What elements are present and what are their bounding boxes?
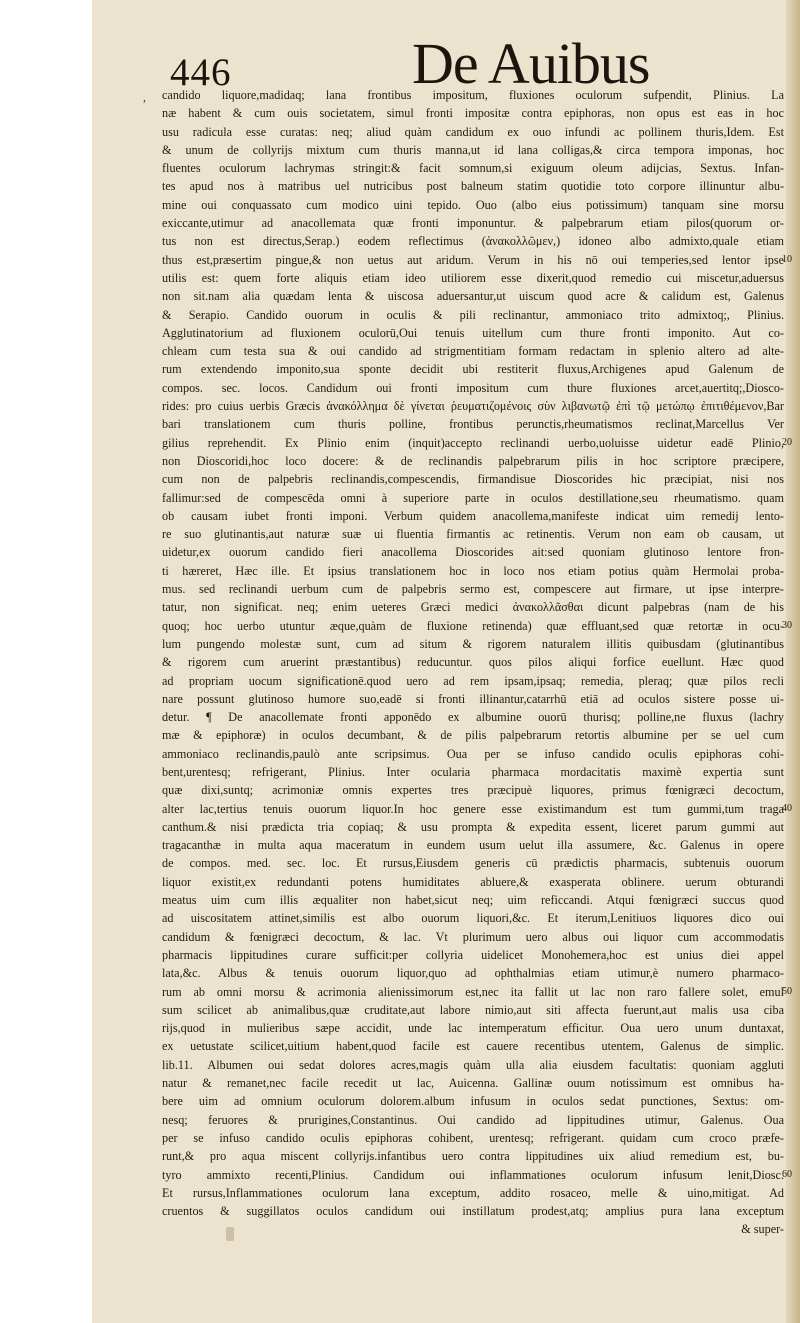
text-line: pharmacis lippitudines curare sufficit:per collyria uidelicet Monohemera,hoc est unius diei appel: [162, 947, 784, 962]
text-line: tatur, non significat. neq; enim ueteres Græci medici ἀνακολλᾶσθαι dicunt palpebras (nam de his: [162, 600, 784, 615]
text-line: bere uim ad omnium oculorum dolorem.album infusum in oculos sedat punctiones, Sextus: om-: [162, 1094, 784, 1109]
text-line: mæ & epiphoræ) in oculos decumbant, & de pilis palpebrarum retortis albumine per se uel cum: [162, 728, 784, 743]
text-line: cum non de palpebris reclinandis,compescendis, firmandisue Dioscorides hic præcipiat, nisi nos: [162, 472, 784, 487]
margin-line-number: 10: [782, 253, 792, 265]
text-line: tyro ammixto recenti,Plinius. Candidum oui inflammationes oculorum infusum lenit,Diosc.: [162, 1167, 784, 1182]
text-line: meatus uim cum illis æqualiter non habet,sicut neq; uim reficcandi. Atqui fœnigræci succus quod: [162, 893, 784, 908]
text-line: quæ dixi,suntq; acrimoniæ omnis expertes tres præcipuè liquores, primus fœnigræci decoctum,: [162, 783, 784, 798]
text-line: natur & remanet,nec facile recedit ut lac, Auicenna. Gallinæ ouum notissimum est omnibus ha-: [162, 1076, 784, 1091]
ink-blot: [226, 1227, 234, 1241]
text-line: mine oui conquassato cum modico uini tepido. Ouo (albo eius potissimum) tanquam sine morsu: [162, 197, 784, 212]
text-line: Agglutinatorium ad fluxionem oculorū,Oui tenuis uitellum cum thure fronti imponito. Aut co-: [162, 325, 784, 340]
text-line: rides: pro cuius uerbis Græcis ἀνακόλλημα δὲ γίνεται ῥευματιζομένοις σὺν λιβανωτῷ ἐπὶ τῷ μετώπῳ ἐπιτιθέμενον,Bar: [162, 399, 784, 414]
text-line: gilius reprehendit. Ex Plinio enim (inquit)accepto reclinandi uerbo,uoluisse uidetur eadē Plinio,: [162, 435, 784, 450]
margin-line-number: 20: [782, 436, 792, 448]
text-line: rum extendendo imponito,sua sponte decidit ubi restiterit fluxus,Archigenes apud Galenum de: [162, 362, 784, 377]
text-line: tes apud nos à matribus uel nutricibus post balneum statim quotidie toto corpore illinuntur albu-: [162, 179, 784, 194]
text-line: ex uetustate scilicet,uitium habent,quod facile est cauere recentibus utentem, Galenus de simplic.: [162, 1039, 784, 1054]
text-line: & unum de collyrijs mixtum cum thuris manna,ut id lana colligas,& circa tempora imponas, hoc: [162, 142, 784, 157]
text-line: re suo glutinantis,aut naturæ suæ ui fluentia firmantis ac retinentis. Verum non eam ob causam, ut: [162, 527, 784, 542]
text-line: lum pungendo molestæ sunt, cum ad situm & rigorem naturalem illitis quibusdam (glutinantibus: [162, 636, 784, 651]
text-line: rijs,quod in mulieribus sæpe accidit, unde lac intemperatum efficitur. Oua uero unum duntaxat,: [162, 1021, 784, 1036]
margin-line-number: 40: [782, 802, 792, 814]
page-number: 446: [170, 51, 232, 94]
text-line: lata,&c. Albus & tenuis ouorum liquor,quo ad ophthalmias etiam utimur,è numero pharmaco-: [162, 966, 784, 981]
text-line: chleam cum testa sua & oui candido ad strigmentitiam formam redactam in splenio altero ad alte-: [162, 344, 784, 359]
text-line: tus non est directus,Serap.) eodem reflectimus (ἀνακολλῶμεν,) idoneo albo admixto,quale etiam: [162, 234, 784, 249]
text-line: cruentos & suggillatos oculos candidum oui instillatum prodest,atq; amplius pura lana exceptum: [162, 1204, 784, 1219]
text-line: per se infuso candido oculis epiphoras cohibent, urentesq; refrigerant. quidam cum croco præfe-: [162, 1130, 784, 1145]
text-line: de compos. med. sec. loc. Et rursus,Eiusdem generis cū prædictis pharmacis, subtenuis ouorum: [162, 856, 784, 871]
margin-line-number: 60: [782, 1168, 792, 1180]
text-line: nare possunt glutinoso humore suo,eadē si fronti illinantur,catarrhū etiā ad oculos sistere posse ui-: [162, 691, 784, 706]
text-line: ad uiscositatem attinet,similis est albo ouorum liquori,&c. Et iterum,Lenitiuos liquores dico oui: [162, 911, 784, 926]
text-line: detur. ¶ De anacollemate fronti apponēdo ex albumine ouorū thurisq; polline,ne fluxus (lachry: [162, 710, 784, 725]
text-line: ammoniaco reclinandis,paulò ante scripsimus. Oua per se infuso candido oculis epiphoras cohi-: [162, 746, 784, 761]
text-line: canthum.& nisi prædicta tria copiaq; & usu prompta & expedita essent, liceret parum gummi aut: [162, 819, 784, 834]
text-line: exiccante,utimur ad anacollemata quæ fronti imponuntur. & palpebrarum etiam pilos(quorum or-: [162, 216, 784, 231]
text-line: uidetur,ex ouorum candido fieri anacollema Dioscorides ait:sed quoniam glutinoso lentore fron-: [162, 545, 784, 560]
text-line: bent,urentesq; refrigerant, Plinius. Inter ocularia pharmaca mordacitatis maximè expertia sunt: [162, 764, 784, 779]
text-line: fluentes oculorum lachrymas stringit:& facit somnum,si exiguum oleum adijcias, Sextus. Infan-: [162, 161, 784, 176]
body-text: [162, 86, 784, 1239]
margin-line-number: 30: [782, 619, 792, 631]
text-line: lib.11. Albumen oui sedat dolores acres,magis quàm ulla alia eiusdem facultatis: quoniam aggluti: [162, 1057, 784, 1072]
running-title: De Auibus: [412, 31, 650, 96]
text-line: candido liquore,madidaq; lana frontibus impositum, fluxiones oculorum sufpendit, Plinius. La: [162, 88, 784, 102]
text-line: fallimur:sed de compescēda omni à superiore parte in oculos destillatione,seu rheumatismo. quam: [162, 490, 784, 505]
text-line: non Dioscoridi,hoc loco docere: & de reclinandis palpebrarum pilis in hoc scriptore præcipere,: [162, 453, 784, 468]
text-line: nesq; feruores & prurigines,Constantinus. Oui candido ad lippitudines utimur, Galenus. Oua: [162, 1112, 784, 1127]
text-line: bari translationem cum thuris polline, frontibus perunctis,rheumatismos reclinat,Marcellus Ver: [162, 417, 784, 432]
text-line: compos. sec. locos. Candidum oui fronti impositum cum thure fluxiones arcet,auertitq;,Diosco-: [162, 380, 784, 395]
text-line: Et rursus,Inflammationes oculorum lana exceptum, addito rosaceo, melle & uino,mitigat. Ad: [162, 1185, 784, 1200]
margin-line-number: 50: [782, 985, 792, 997]
text-line: alter lac,tertius tenuis ouorum liquor.In hoc genere esse existimandum est tum gummi,tum traga: [162, 801, 784, 816]
text-line: non sit.nam alia quædam lenta & uiscosa aduersantur,ut uiscum quod acre & calidum est, Galenus: [162, 289, 784, 304]
text-line: candidum & fœnigræci decoctum, & lac. Vt plurimum uero albus oui liquor cum accommodatis: [162, 929, 784, 944]
text-line: & rigorem cum aruerint præstantibus) reducuntur. quos pilos aliqui forfice euellunt. Hæc quod: [162, 655, 784, 670]
text-line: ob causam iubet fronti imponi. Verbum quidem anacollema,manifeste indicat uim remedij lento-: [162, 508, 784, 523]
page-edge: [786, 0, 800, 1323]
text-line: ad propriam uocum significationē.quod uero ad rem ipsam,ipsaq; remedia, pleraq; quæ pilos recli: [162, 673, 784, 688]
text-line: quoq; hoc uerbo utuntur æque,quàm de fluxione retinenda) quæ effluant,sed quæ retortæ in ocu-: [162, 618, 784, 633]
text-line: usu radicula esse curatas: neq; aliud quàm candidum ex ouo infundi ac pollinem thuris,Idem. Est: [162, 124, 784, 139]
text-line: mus. sed reclinandi uerbum cum de palpebris sermo est, compescere aut firmare, ut ipse interpre-: [162, 582, 784, 597]
text-line: liquor existit,ex redundanti potens humiditates abluere,& exasperata oblinere. uerum obturandi: [162, 874, 784, 889]
text-line: ti hæreret, Hæc ille. Et ipsius translationem hoc in loco nos etiam potius quàm Hermolai proba-: [162, 563, 784, 578]
text-line: & super-: [741, 1222, 784, 1237]
text-line: utilis est: quem forte aliquis etiam ideo utiliorem esse dixerit,quod remedio cui miscetur,aduersus: [162, 270, 784, 285]
text-line: runt,& pro aqua miscent collyrijs.infantibus uero contra lippitudines uix aliud remedium est, bu-: [162, 1149, 784, 1164]
text-line: tragacanthæ in multa aqua maceratum in eundem usum uelut illa assumere, &c. Galenus in opere: [162, 838, 784, 853]
margin-mark: ,: [143, 90, 146, 104]
text-line: thus est,præsertim pingue,& non uetus aut aridum. Verum in his nō oui temperies,sed lentor ipse: [162, 252, 784, 267]
text-line: næ habent & cum ouis societatem, simul fronti impositæ contra epiphoras, non opus est eas in hoc: [162, 106, 784, 121]
text-line: & Serapio. Candido ouorum in oculis & pili reclinantur, ammoniaco trito admixtoq;, Plinius.: [162, 307, 784, 322]
text-line: sum scilicet ab animalibus,quæ cruditate,aut labore nimio,aut siti affecta fuerunt,aut malis usa ciba: [162, 1002, 784, 1017]
text-line: rum ab omni morsu & acrimonia alienissimorum est,nec ita fallit ut lac non raro fallere solet, emul: [162, 984, 784, 999]
